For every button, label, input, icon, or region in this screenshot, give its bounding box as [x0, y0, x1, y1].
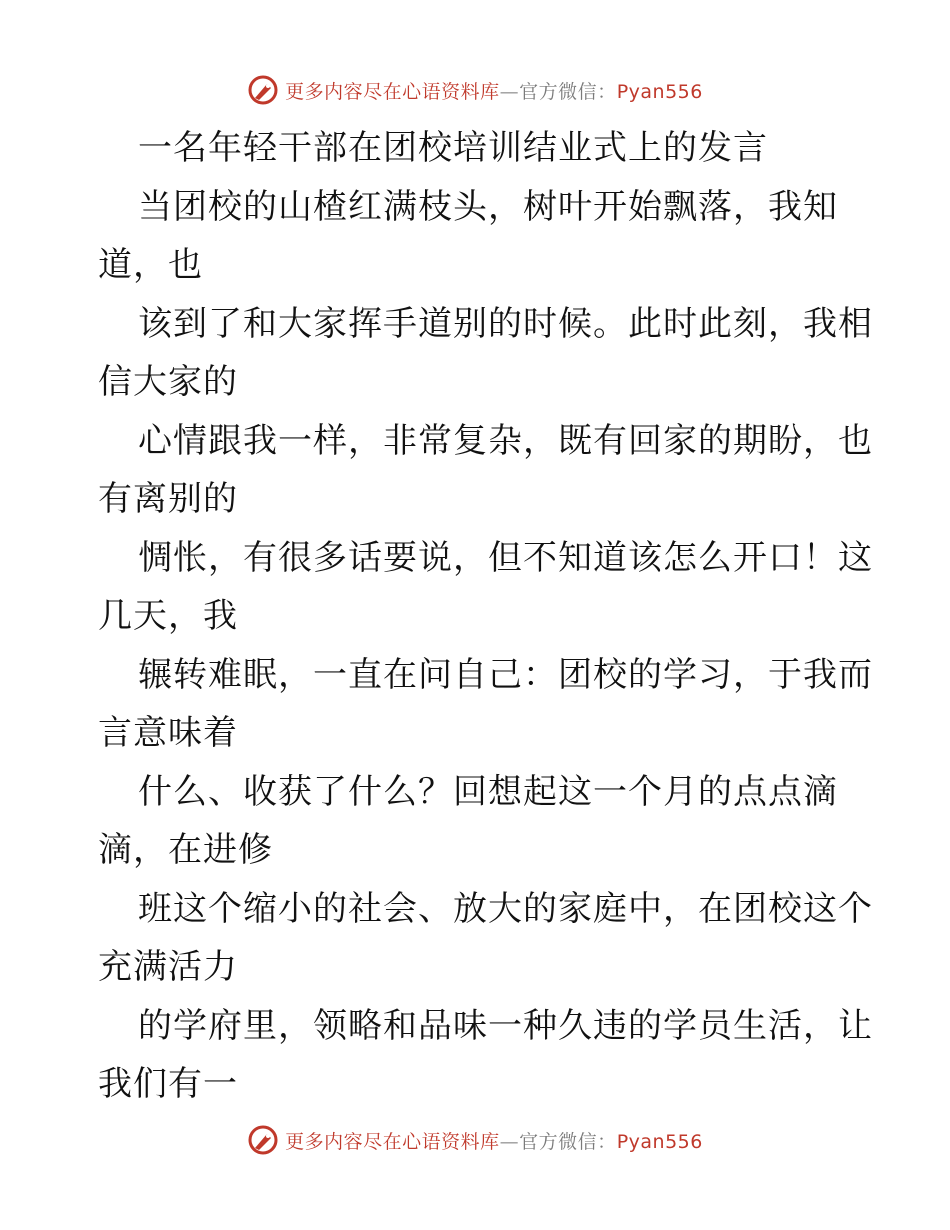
document-body: [0, 119, 950, 1114]
footer-wechat-id: Pyan556: [616, 1130, 703, 1153]
document-title: 一名年轻干部在团校培训结业式上的发言: [138, 128, 768, 168]
pen-nib-logo-icon: [247, 1124, 279, 1156]
text-line: 惆怅，有很多话要说，但不知道该怎么开口！这: [138, 537, 873, 578]
text-line: 言意味着: [98, 713, 238, 753]
header-separator: —: [499, 80, 520, 103]
header-banner-text: [285, 77, 703, 104]
text-line: 几天，我: [98, 596, 238, 636]
footer-banner-text: [285, 1127, 703, 1154]
text-line: 信大家的: [98, 362, 238, 402]
text-line: 班这个缩小的社会、放大的家庭中，在团校这个: [138, 888, 873, 929]
text-line: 我们有一: [98, 1064, 238, 1104]
text-line: 当团校的山楂红满枝头，树叶开始飘落，我知: [138, 186, 838, 227]
header-banner: [0, 70, 950, 110]
footer-wechat-label: 官方微信：: [519, 1130, 617, 1153]
text-line: 辗转难眠，一直在问自己：团校的学习，于我而: [138, 654, 873, 695]
text-line: 有离别的: [98, 479, 238, 519]
text-line: 心情跟我一样，非常复杂，既有回家的期盼，也: [138, 420, 873, 461]
text-line: 什么、收获了什么？回想起这一个月的点点滴: [138, 771, 838, 812]
footer-banner: [0, 1120, 950, 1160]
header-brand: 更多内容尽在心语资料库: [285, 80, 500, 103]
footer-brand: 更多内容尽在心语资料库: [285, 1130, 500, 1153]
text-line: 该到了和大家挥手道别的时候。此时此刻，我相: [138, 303, 873, 344]
header-wechat-id: Pyan556: [616, 80, 703, 103]
header-wechat-label: 官方微信：: [519, 80, 617, 103]
text-line: 的学府里，领略和品味一种久违的学员生活，让: [138, 1005, 873, 1046]
text-line: 道，也: [98, 245, 203, 285]
text-line: 充满活力: [98, 947, 238, 987]
text-line: 滴，在进修: [98, 830, 273, 870]
pen-nib-logo-icon: [247, 74, 279, 106]
footer-separator: —: [499, 1130, 520, 1153]
